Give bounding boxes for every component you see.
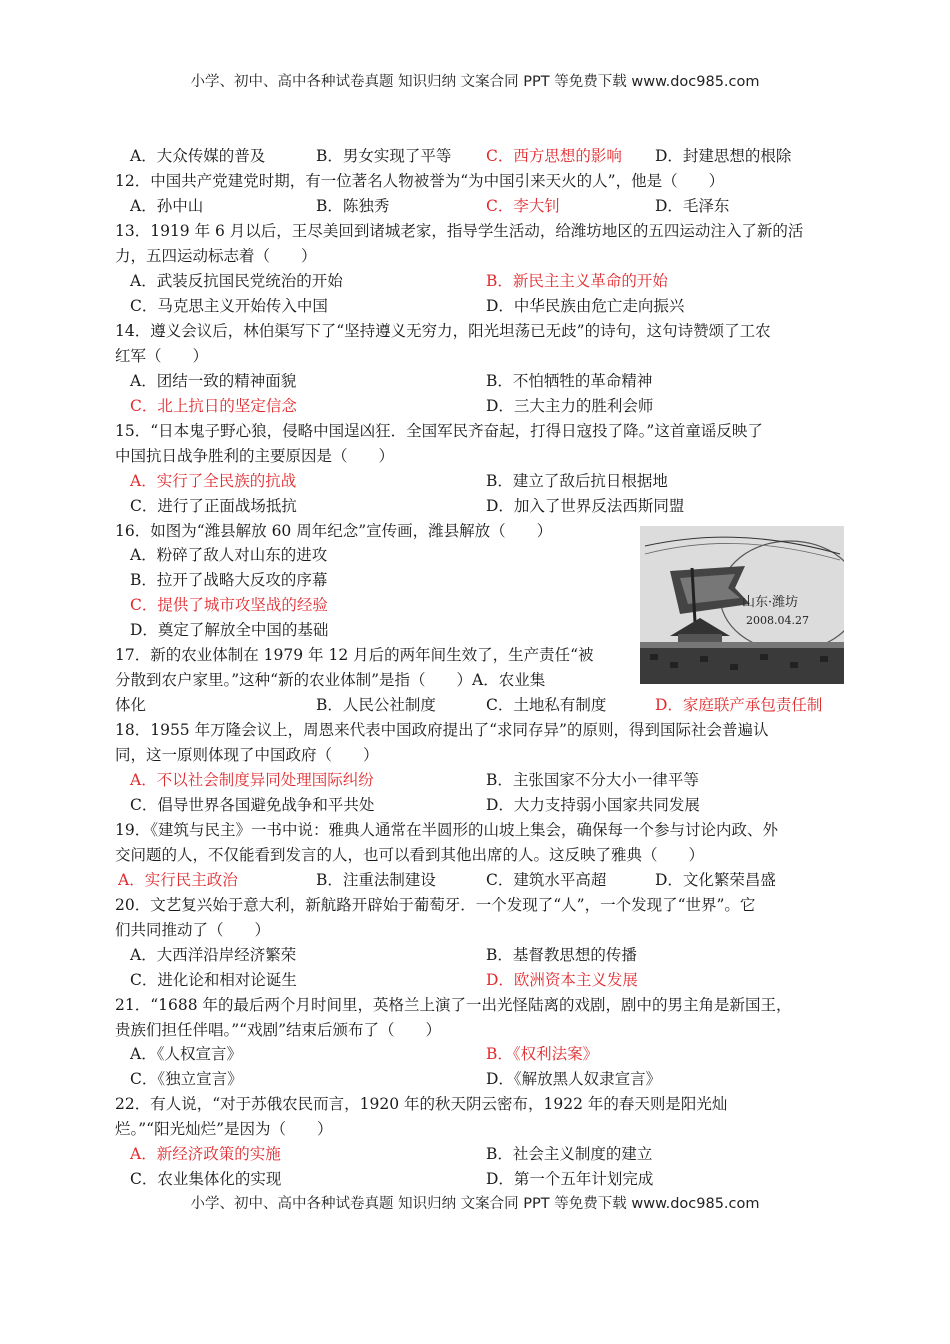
option-b: B．人民公社制度 bbox=[316, 696, 436, 714]
q15-stem-line2: 中国抗日战争胜利的主要原因是（ ） bbox=[115, 447, 395, 465]
q20-stem-line2: 们共同推动了（ ） bbox=[115, 921, 271, 939]
q22-stem-line1: 22．有人说，“对于苏俄农民而言，1920 年的秋天阴云密布，1922 年的春天则是阳光灿 bbox=[115, 1095, 728, 1113]
option-a: A．大西洋沿岸经济繁荣 bbox=[130, 946, 297, 964]
option-a-answer: A．新经济政策的实施 bbox=[130, 1145, 281, 1163]
q16-option-b: B．拉开了战略大反攻的序幕 bbox=[130, 571, 328, 589]
option-c: C．建筑水平高超 bbox=[486, 871, 607, 889]
stamp-date-text: 2008.04.27 bbox=[746, 614, 809, 627]
q21-stem-line2: 贵族们担任伴唱。”“戏剧”结束后颁布了（ ） bbox=[115, 1021, 442, 1039]
option-a: A．《人权宣言》 bbox=[130, 1045, 242, 1063]
q19-stem-line1: 19．《建筑与民主》一书中说：雅典人通常在半圆形的山坡上集会，确保每一个参与讨论内政、外 bbox=[115, 821, 778, 839]
option-b: B．陈独秀 bbox=[316, 197, 390, 215]
option-a: A．武装反抗国民党统治的开始 bbox=[130, 272, 343, 290]
option-d: D．文化繁荣昌盛 bbox=[655, 871, 776, 889]
q16-stem: 16．如图为“潍县解放 60 周年纪念”宣传画，潍县解放（ ） bbox=[115, 522, 553, 540]
option-a: A．大众传媒的普及 bbox=[130, 147, 266, 165]
option-a: A．孙中山 bbox=[130, 197, 204, 215]
option-b: B．社会主义制度的建立 bbox=[486, 1145, 653, 1163]
option-d-answer: D．家庭联产承包责任制 bbox=[655, 696, 823, 714]
q13-stem-line2: 力，五四运动标志着（ ） bbox=[115, 247, 317, 265]
option-d: D．毛泽东 bbox=[655, 197, 730, 215]
option-d: D．封建思想的根除 bbox=[655, 147, 792, 165]
q19-stem-line2: 交问题的人，不仅能看到发言的人，也可以看到其他出席的人。这反映了雅典（ ） bbox=[115, 846, 705, 864]
option-c-answer: C．西方思想的影响 bbox=[486, 147, 622, 165]
q18-stem-line1: 18．1955 年万隆会议上，周恩来代表中国政府提出了“求同存异”的原则，得到国际社会普遍认 bbox=[115, 721, 769, 739]
option-a-answer: A．实行了全民族的抗战 bbox=[130, 472, 297, 490]
option-c: C．《独立宣言》 bbox=[130, 1070, 243, 1088]
page-footer: 小学、初中、高中各种试卷真题 知识归纳 文案合同 PPT 等免费下载 www.doc985.com bbox=[190, 1196, 760, 1212]
option-d: D．三大主力的胜利会师 bbox=[486, 397, 654, 415]
option-d: D．《解放黑人奴隶宣言》 bbox=[486, 1070, 662, 1088]
option-b-answer: B．《权利法案》 bbox=[486, 1045, 599, 1063]
option-a-answer: A．实行民主政治 bbox=[118, 871, 238, 889]
q20-stem-line1: 20．文艺复兴始于意大利，新航路开辟始于葡萄牙．一个发现了“人”，一个发现了“世界”。它 bbox=[115, 896, 756, 914]
q17-stem-line1: 17．新的农业体制在 1979 年 12 月后的两年间生效了，生产责任“被 bbox=[115, 646, 594, 664]
option-c: C．土地私有制度 bbox=[486, 696, 607, 714]
option-d: D．第一个五年计划完成 bbox=[486, 1170, 654, 1188]
option-c: C．农业集体化的实现 bbox=[130, 1170, 282, 1188]
option-c-answer: C．北上抗日的坚定信念 bbox=[130, 397, 297, 415]
option-b: B．男女实现了平等 bbox=[316, 147, 452, 165]
option-c: C．进化论和相对论诞生 bbox=[130, 971, 297, 989]
option-b: B．建立了敌后抗日根据地 bbox=[486, 472, 668, 490]
q14-stem-line2: 红军（ ） bbox=[115, 347, 209, 365]
option-d: D．加入了世界反法西斯同盟 bbox=[486, 497, 685, 515]
option-c: C．进行了正面战场抵抗 bbox=[130, 497, 297, 515]
option-a-continued: 体化 bbox=[115, 696, 147, 714]
option-b: B．不怕牺牲的革命精神 bbox=[486, 372, 653, 390]
q16-option-d: D．奠定了解放全中国的基础 bbox=[130, 621, 329, 639]
stamp-place-text: 山东·潍坊 bbox=[742, 595, 799, 610]
q16-option-a: A．粉碎了敌人对山东的进攻 bbox=[130, 546, 328, 564]
q16-option-c-answer: C．提供了城市攻坚战的经验 bbox=[130, 596, 328, 614]
q15-stem-line1: 15．“日本鬼子野心狼，侵略中国逞凶狂．全国军民齐奋起，打得日寇投了降。”这首童谣反映了 bbox=[115, 422, 763, 440]
q18-stem-line2: 同，这一原则体现了中国政府（ ） bbox=[115, 746, 379, 764]
option-d-answer: D．欧洲资本主义发展 bbox=[486, 971, 638, 989]
q22-stem-line2: 烂。”“阳光灿烂”是因为（ ） bbox=[115, 1120, 333, 1138]
q14-stem-line1: 14．遵义会议后，林伯渠写下了“坚持遵义无穷力，阳光坦荡已无歧”的诗句，这句诗赞颂了工农 bbox=[115, 322, 771, 340]
option-a-answer: A．不以社会制度异同处理国际纠纷 bbox=[130, 771, 374, 789]
option-c-answer: C．李大钊 bbox=[486, 197, 560, 215]
option-c: C．马克思主义开始传入中国 bbox=[130, 297, 328, 315]
option-b: B．主张国家不分大小一律平等 bbox=[486, 771, 699, 789]
q21-stem-line1: 21．“1688 年的最后两个月时间里，英格兰上演了一出光怪陆离的戏剧，剧中的男主角是新国王， bbox=[115, 996, 792, 1014]
q13-stem-line1: 13．1919 年 6 月以后，王尽美回到诸城老家，指导学生活动，给潍坊地区的五四运动注入了新的活 bbox=[115, 222, 804, 240]
option-d: D．中华民族由危亡走向振兴 bbox=[486, 297, 685, 315]
option-c: C．倡导世界各国避免战争和平共处 bbox=[130, 796, 375, 814]
option-b: B．注重法制建设 bbox=[316, 871, 436, 889]
commemorative-stamp-image bbox=[640, 526, 844, 684]
option-b-answer: B．新民主主义革命的开始 bbox=[486, 272, 668, 290]
q17-stem-line2: 分散到农户家里。”这种“新的农业体制”是指（ ）A．农业集 bbox=[115, 671, 546, 689]
option-d: D．大力支持弱小国家共同发展 bbox=[486, 796, 700, 814]
option-a: A．团结一致的精神面貌 bbox=[130, 372, 297, 390]
q12-stem: 12．中国共产党建党时期，有一位著名人物被誉为“为中国引来天火的人”，他是（ ） bbox=[115, 172, 725, 190]
page-header: 小学、初中、高中各种试卷真题 知识归纳 文案合同 PPT 等免费下载 www.doc985.com bbox=[190, 74, 760, 90]
option-b: B．基督教思想的传播 bbox=[486, 946, 637, 964]
